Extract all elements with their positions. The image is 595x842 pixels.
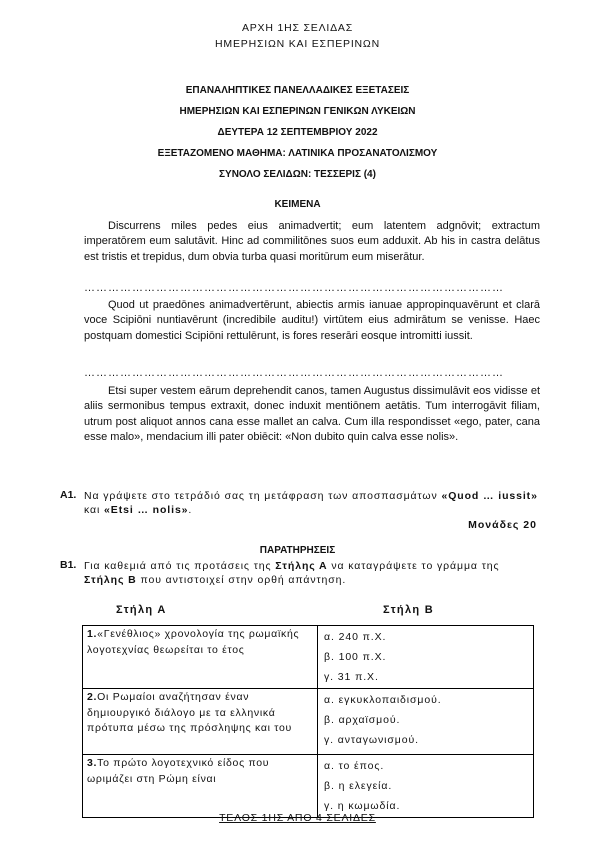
column-b-cell (318, 626, 534, 689)
column-a-heading: Στήλη Α (116, 604, 167, 616)
page-header-line1: ΑΡΧΗ 1ΗΣ ΣΕΛΙΔΑΣ (241, 22, 354, 34)
option-a: α. εγκυκλοπαιδισμού. (324, 694, 442, 706)
exam-page-count: ΣΥΝΟΛΟ ΣΕΛΙΔΩΝ: ΤΕΣΣΕΡΙΣ (4) (219, 169, 376, 180)
page-header-line2: ΗΜΕΡΗΣΙΩΝ ΚΑΙ ΕΣΠΕΡΙΝΩΝ (215, 38, 380, 50)
column-b-heading: Στήλη Β (383, 604, 434, 616)
matching-table (82, 625, 534, 818)
option-c: γ. ανταγωνισμού. (324, 734, 419, 746)
option-b: β. αρχαϊσμού. (324, 714, 401, 726)
table-row (83, 689, 534, 755)
latin-text-1: Discurrens miles pedes eius animadvertit; eum latentem adgnōvit; extractum imperatōrem eum salutāvit. Hinc ad commilitōnes suos eum adduxit. Ab his in castra delātus est tristis et trepidus, dum obvia turba quasi moritūrum eum miserātur. (84, 220, 540, 263)
option-c: γ. η κωμωδία. (324, 800, 401, 812)
latin-text-2: Quod ut praedōnes animadvertērunt, abiectis armis ianuae appropinquavērunt et clarā voce Scipiōni nuntiavērunt (incredibile auditu!) virtūtem eius admirātum se venisse. Haec postquam domestici Scipiōni rettulērunt, is fores reserāri eosque intromitti iussit. (84, 299, 540, 342)
exam-title-2: ΗΜΕΡΗΣΙΩΝ ΚΑΙ ΕΣΠΕΡΙΝΩΝ ΓΕΝΙΚΩΝ ΛΥΚΕΙΩΝ (179, 106, 416, 117)
texts-heading: ΚΕΙΜΕΝΑ (274, 199, 321, 210)
exam-title-1: ΕΠΑΝΑΛΗΠΤΙΚΕΣ ΠΑΝΕΛΛΑΔΙΚΕΣ ΕΞΕΤΑΣΕΙΣ (185, 85, 410, 96)
option-a: α. 240 π.Χ. (324, 631, 387, 643)
exam-date: ΔΕΥΤΕΡΑ 12 ΣΕΠΤΕΜΒΡΙΟΥ 2022 (217, 127, 378, 138)
separator-dots-2: …………………………………………………………………………………………… (84, 367, 504, 379)
option-a: α. το έπος. (324, 760, 385, 772)
exam-subject: ΕΞΕΤΑΖΟΜΕΝΟ ΜΑΘΗΜΑ: ΛΑΤΙΝΙΚΑ ΠΡΟΣΑΝΑΤΟΛΙΣΜΟΥ (157, 148, 438, 159)
column-b-cell (318, 755, 534, 818)
question-a1-text: Να γράψετε στο τετράδιό σας τη μετάφραση των αποσπασμάτων «Quod … iussit» και «Etsi … nolis». (84, 490, 538, 516)
table-row (83, 626, 534, 689)
remarks-heading: ΠΑΡΑΤΗΡΗΣΕΙΣ (259, 545, 336, 556)
column-a-cell: 1.«Γενέθλιος» χρονολογία της ρωμαϊκής λογοτεχνίας θεωρείται το έτος (83, 626, 318, 689)
question-a1-marks: Μονάδες 20 (468, 519, 537, 531)
column-a-cell: 2.Οι Ρωμαίοι αναζήτησαν έναν δημιουργικό διάλογο με τα ελληνικά πρότυπα μέσω της πρόσληψης και του (83, 689, 318, 755)
option-c: γ. 31 π.Χ. (324, 671, 379, 683)
column-a-cell: 3.Το πρώτο λογοτεχνικό είδος που ωριμάζει στη Ρώμη είναι (83, 755, 318, 818)
table-row (83, 755, 534, 818)
question-a1-number: A1. (60, 489, 77, 501)
page-footer: ΤΕΛΟΣ 1ΗΣ ΑΠΟ 4 ΣΕΛΙΔΕΣ (219, 812, 376, 824)
separator-dots-1: …………………………………………………………………………………………… (84, 282, 504, 294)
question-b1-text: Για καθεμιά από τις προτάσεις της Στήλης Α να καταγράψετε το γράμμα της Στήλης Β που αντιστοιχεί στην ορθή απάντηση. (84, 560, 500, 586)
column-b-cell (318, 689, 534, 755)
option-b: β. η ελεγεία. (324, 780, 393, 792)
question-b1-number: B1. (60, 559, 77, 571)
latin-text-3: Etsi super vestem eārum deprehendit canos, tamen Augustus dissimulāvit eos vidisse et aliis sermonibus tempus extraxit, donec induxit mentiōnem aetātis. Tum interrogāvit filiam, utrum post aliquot annos cana esse mallet an calva. Cum illa respondisset «ego, pater, cana esse malo», mendacium illi pater obiēcit: «Non dubito quin calva esse nolis». (84, 385, 540, 443)
option-b: β. 100 π.Χ. (324, 651, 387, 663)
